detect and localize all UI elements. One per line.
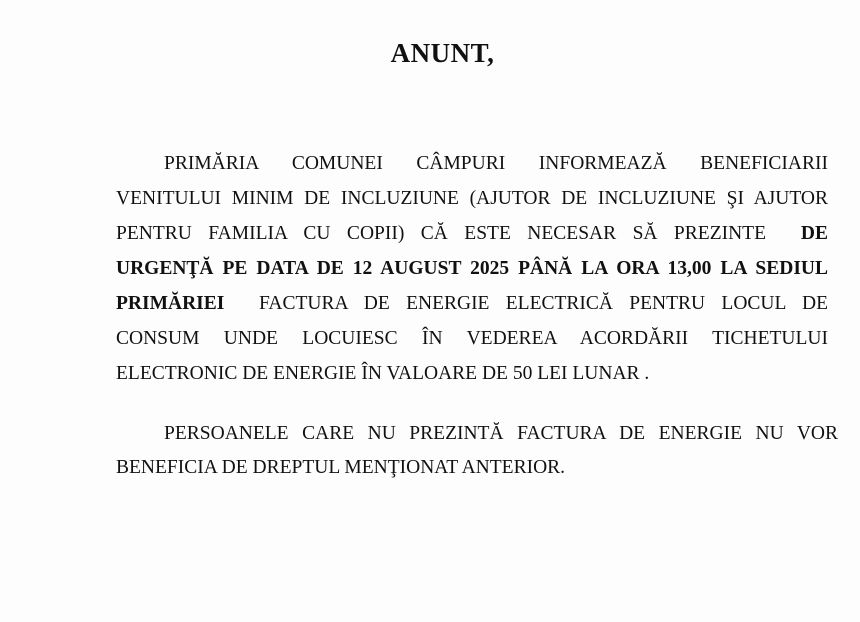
document-title: ANUNT, — [390, 38, 495, 68]
paragraph-line: CONSUM UNDE LOCUIESC ÎN VEDEREA ACORDĂRII TICHETULUI — [116, 328, 828, 349]
paragraph-line-bold-segment: PRIMĂRIEI — [116, 293, 225, 314]
paragraph-line-bold-segment: DE — [800, 223, 828, 244]
paragraph-line: VENITULUI MINIM DE INCLUZIUNE (AJUTOR DE INCLUZIUNE ŞI AJUTOR — [116, 188, 828, 209]
paragraph-line: PERSOANELE CARE NU PREZINTĂ FACTURA DE ENERGIE NU VOR — [164, 423, 838, 444]
paragraph-line: BENEFICIA DE DREPTUL MENŢIONAT ANTERIOR. — [116, 457, 566, 478]
paragraph-line: ELECTRONIC DE ENERGIE ÎN VALOARE DE 50 LEI LUNAR . — [116, 363, 650, 384]
paragraph-line-bold: URGENŢĂ PE DATA DE 12 AUGUST 2025 PÂNĂ LA ORA 13,00 LA SEDIUL — [116, 258, 828, 279]
paragraph-line-segment: PENTRU FAMILIA CU COPII) CĂ ESTE NECESAR SĂ PREZINTE — [116, 223, 766, 244]
paragraph-line: PRIMĂRIA COMUNEI CÂMPURI INFORMEAZĂ BENEFICIARII — [164, 153, 828, 174]
paragraph-line-segment: FACTURA DE ENERGIE ELECTRICĂ PENTRU LOCUL DE — [259, 293, 828, 314]
